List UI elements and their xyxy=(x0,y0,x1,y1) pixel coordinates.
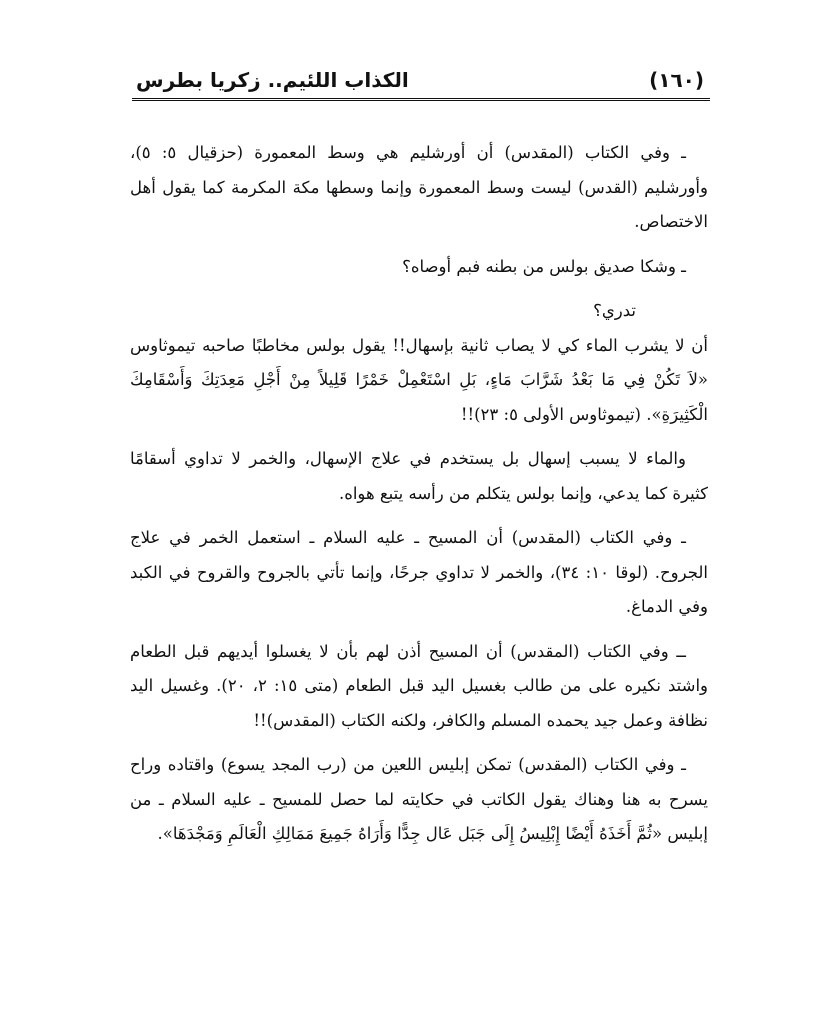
paragraph: ـ وفي الكتاب (المقدس) أن أورشليم هي وسط المعمورة (حزقيال ٥: ٥)، وأورشليم (القدس) ليست وسط المعمورة وإنما وسطها مكة المكرمة كما يقول أهل الاختصاص. xyxy=(130,143,708,231)
paragraph: ـ وفي الكتاب (المقدس) أن المسيح ـ عليه السلام ـ استعمل الخمر في علاج الجروح. (لوقا ١٠: ٣٤)، والخمر لا تداوي جرحًا، وإنما تأتي بالجروح والقروح في الكبد وفي الدماغ. xyxy=(130,528,709,616)
paragraph: والماء لا يسبب إسهال بل يستخدم في علاج الإسهال، والخمر لا تداوي أسقامًا كثيرة كما يدعي، وإنما بولس يتكلم من رأسه يتبع هواه. xyxy=(130,449,708,503)
paragraph: تدري؟ xyxy=(593,301,636,320)
paragraph: أن لا يشرب الماء كي لا يصاب ثانية بإسهال!! يقول بولس مخاطبًا صاحبه تيموثاوس «لاَ تَكُنْ فِي مَا بَعْدُ شَرَّابَ مَاءٍ، بَلِ اسْتَعْمِلْ خَمْرًا قَلِيلاً مِنْ أَجْلِ مَعِدَتِكَ وَأَسْقَامِكَ الْكَثِيرَةِ». (تيموثاوس الأولى ٥: ٢٣)!! xyxy=(130,335,708,424)
paragraph: ـ وشكا صديق بولس من بطنه فبم أوصاه؟ xyxy=(402,256,686,276)
body-text xyxy=(130,136,708,852)
paragraph: ــ وفي الكتاب (المقدس) أن المسيح أذن لهم بأن لا يغسلوا أيديهم قبل الطعام واشتد نكيره على من طالب بغسيل اليد قبل الطعام (متى ١٥: ٢، ٢٠). وغسيل اليد نظافة وعمل جيد يحمده المسلم والكافر، ولكنه الكتاب (المقدس)!! xyxy=(130,641,708,730)
page-number: (١٦٠) xyxy=(649,68,704,92)
paragraph: ـ وفي الكتاب (المقدس) تمكن إبليس اللعين من (رب المجد يسوع) واقتاده وراح يسرح به هنا وهناك يقول الكاتب في حكايته لما حصل للمسيح ـ عليه السلام ـ من إبليس «ثُمَّ أَخَذَهُ أَيْضًا إِبْلِيسُ إِلَى جَبَل عَال جِدًّا وَأَرَاهُ جَمِيعَ مَمَالِكِ الْعَالَمِ وَمَجْدَهَا». xyxy=(130,755,708,843)
header-title: الكذاب اللئيم.. زكريا بطرس xyxy=(136,68,409,92)
running-header xyxy=(132,66,710,101)
